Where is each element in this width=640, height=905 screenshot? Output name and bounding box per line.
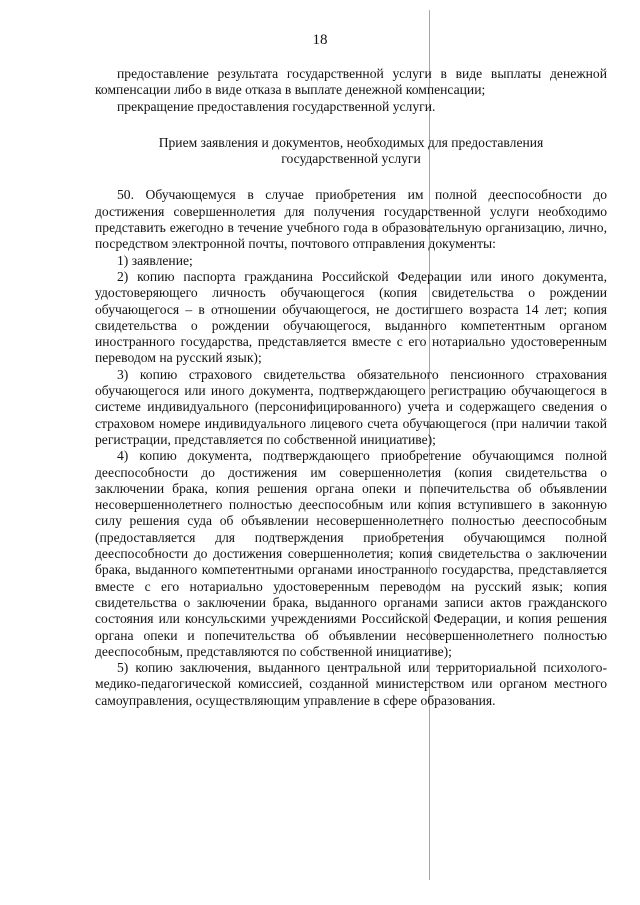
list-item-1: 1) заявление; xyxy=(117,252,193,268)
page-number: 18 xyxy=(312,32,328,48)
list-item-2: 2) копию паспорта гражданина Российской Федерации или иного документа, удостоверяющего личность обучающегося (копия свидетельства о рождении обучающегося – в отношении обучающегося, не достигшего возраста 14 лет; копия свидетельства о рождении обучающегося, выданного компетентным органом иностранного государства, представляется вместе с его нотариально удостоверенным переводом на русский язык); xyxy=(95,268,607,366)
list-item-5: 5) копию заключения, выданного центральной или территориальной психолого-медико-педагогической комиссией, созданной министерством или органом местного самоуправления, осуществляющим управление в сфере образования. xyxy=(95,660,607,708)
intro-paragraph-1: предоставление результата государственной услуги в виде выплаты денежной компенсации либо в виде отказа в выплате денежной компенсации; xyxy=(95,66,607,98)
list-item-4: 4) копию документа, подтверждающего приобретение обучающимся полной дееспособности до достижения им совершеннолетия (копия свидетельства о заключении брака, копия решения органа опеки и попечительства об объявлении несовершеннолетнего полностью дееспособным или копия вступившего в законную силу решения суда об объявлении несовершеннолетнего полностью дееспособным (предоставляется для подтверждения приобретения обучающимся полной дееспособности до достижения совершеннолетия; копия свидетельства о заключении брака, выданного компетентными органами иностранного государства, представляется вместе с его нотариально удостоверенным переводом на русский язык; копия свидетельства о заключении брака, выданного органами записи актов гражданского состояния или консульскими учреждениями Российской Федерации, и копия решения органа опеки и попечительства об объявлении несовершеннолетнего полностью дееспособным, представляются по собственной инициативе); xyxy=(95,448,607,659)
document-body xyxy=(95,66,607,709)
list-item-3: 3) копию страхового свидетельства обязательного пенсионного страхования обучающегося или иного документа, подтверждающего регистрацию обучающегося в системе индивидуального (персонифицированного) учета и содержащего сведения о страховом номере индивидуального лицевого счета обучающегося (при наличии такой регистрации, представляется по собственной инициативе); xyxy=(95,366,607,447)
intro-paragraph-2: прекращение предоставления государственной услуги. xyxy=(117,98,436,114)
paragraph-50: 50. Обучающемуся в случае приобретения им полной дееспособности до достижения совершеннолетия для получения государственной услуги необходимо представить ежегодно в течение учебного года в образовательную организацию, лично, посредством электронной почты, почтового отправления документы: xyxy=(95,187,607,252)
section-heading: Прием заявления и документов, необходимых для предоставления государственной услуги xyxy=(158,134,544,167)
